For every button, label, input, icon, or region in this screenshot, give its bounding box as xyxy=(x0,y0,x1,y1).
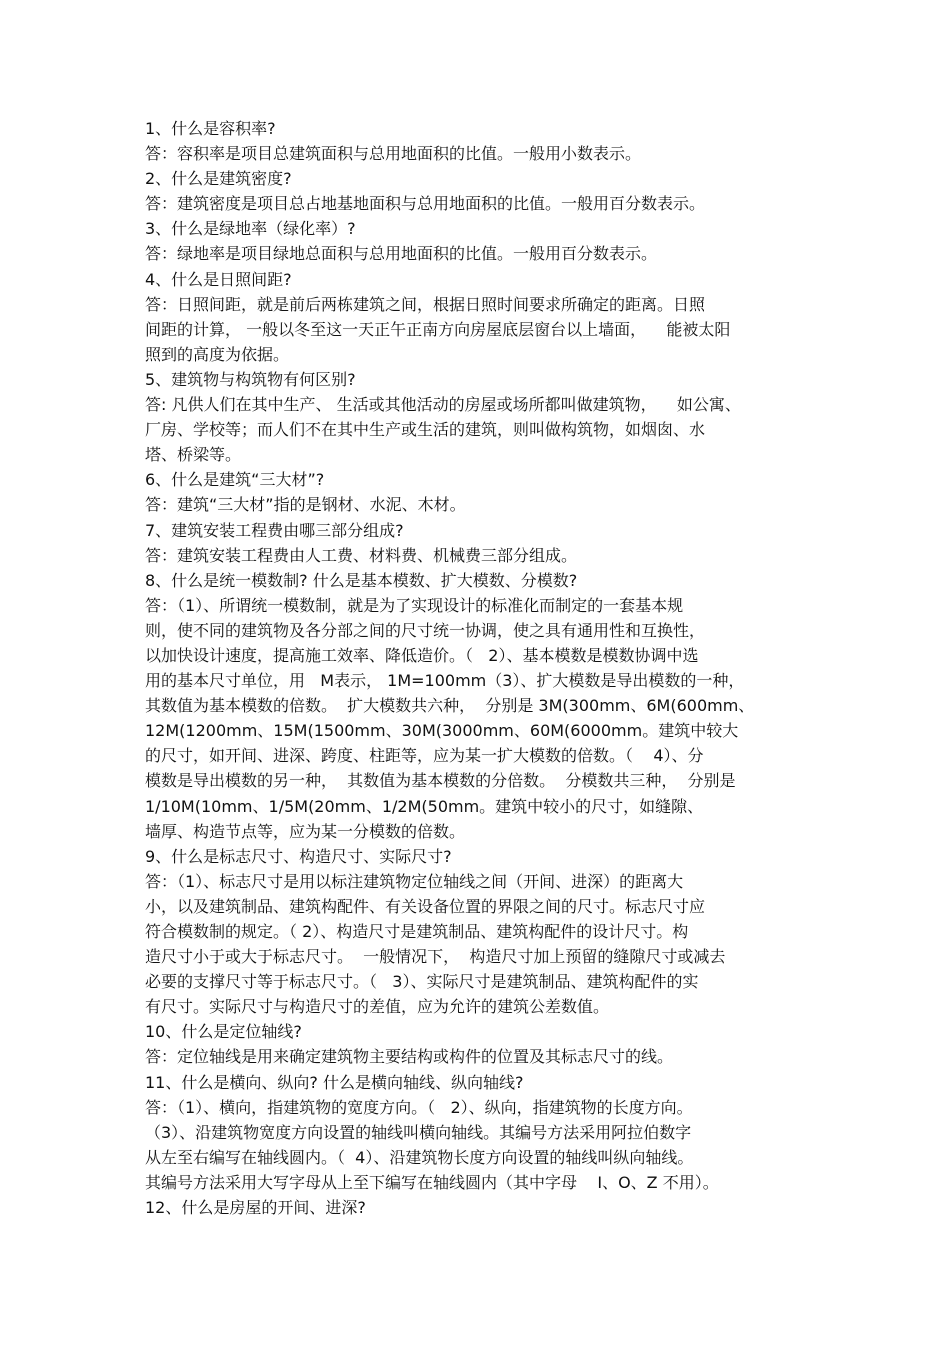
question-line: 12、什么是房屋的开间、进深? xyxy=(145,1198,366,1218)
answer-line: 有尺寸。实际尺寸与构造尺寸的差值，应为允许的建筑公差数值。 xyxy=(145,997,610,1017)
answer-line: 用的基本尺寸单位，用 M表示， 1M=100mm（3）、扩大模数是导出模数的一种， xyxy=(145,671,745,691)
question-line: 10、什么是定位轴线? xyxy=(145,1022,302,1042)
question-line: 11、什么是横向、纵向? 什么是横向轴线、纵向轴线? xyxy=(145,1072,524,1092)
answer-line: 间距的计算， 一般以冬至这一天正午正南方向房屋底层窗台以上墙面， 能被太阳 xyxy=(145,319,731,339)
question-line: 6、什么是建筑“三大材”? xyxy=(145,470,325,490)
answer-line: 答：建筑“三大材”指的是钢材、水泥、木材。 xyxy=(145,495,466,515)
document-body xyxy=(145,116,835,1220)
answer-line: 符合模数制的规定。（ 2）、构造尺寸是建筑制品、建筑构配件的设计尺寸。构 xyxy=(145,922,689,941)
question-line: 4、什么是日照间距? xyxy=(145,269,292,289)
answer-line: （3）、沿建筑物宽度方向设置的轴线叫横向轴线。其编号方法采用阿拉伯数字 xyxy=(145,1122,692,1142)
question-line: 8、什么是统一模数制? 什么是基本模数、扩大模数、分模数? xyxy=(145,570,578,590)
answer-line: 答：容积率是项目总建筑面积与总用地面积的比值。一般用小数表示。 xyxy=(145,144,642,164)
question-line: 3、什么是绿地率（绿化率）? xyxy=(145,219,356,239)
answer-line: 照到的高度为依据。 xyxy=(145,344,290,364)
answer-line: 从左至右编写在轴线圆内。（ 4）、沿建筑物长度方向设置的轴线叫纵向轴线。 xyxy=(145,1147,694,1167)
answer-line: 墙厚、构造节点等，应为某一分模数的倍数。 xyxy=(145,821,466,841)
answer-line: 答：绿地率是项目绿地总面积与总用地面积的比值。一般用百分数表示。 xyxy=(145,244,658,264)
answer-line: 答：（1）、横向，指建筑物的宽度方向。（ 2）、纵向，指建筑物的长度方向。 xyxy=(145,1097,693,1117)
answer-line: 模数是导出模数的另一种， 其数值为基本模数的分倍数。 分模数共三种， 分别是 xyxy=(145,771,736,791)
answer-line: 则，使不同的建筑物及各分部之间的尺寸统一协调，使之具有通用性和互换性， xyxy=(145,620,706,640)
answer-line: 答：日照间距，就是前后两栋建筑之间，根据日照时间要求所确定的距离。日照 xyxy=(145,294,706,314)
answer-line: 答：（1）、所谓统一模数制，就是为了实现设计的标准化而制定的一套基本规 xyxy=(145,595,684,615)
answer-line: 答：建筑密度是项目总占地基地面积与总用地面积的比值。一般用百分数表示。 xyxy=(145,194,706,214)
question-line: 1、什么是容积率? xyxy=(145,119,276,138)
answer-line: 其编号方法采用大写字母从上至下编写在轴线圆内（其中字母 I、O、Z 不用）。 xyxy=(145,1172,719,1192)
answer-line: 小，以及建筑制品、建筑构配件、有关设备位置的界限之间的尺寸。标志尺寸应 xyxy=(145,896,706,916)
answer-line: 12M(1200mm、15M(1500mm、30M(3000mm、60M(6000mm。建筑中较大 xyxy=(145,721,739,741)
answer-line: 造尺寸小于或大于标志尺寸。 一般情况下， 构造尺寸加上预留的缝隙尺寸或减去 xyxy=(145,947,726,967)
answer-line: 的尺寸，如开间、进深、跨度、柱距等，应为某一扩大模数的倍数。（ 4）、分 xyxy=(145,746,704,766)
answer-line: 答：建筑安装工程费由人工费、材料费、机械费三部分组成。 xyxy=(145,545,578,565)
answer-line: 其数值为基本模数的倍数。 扩大模数共六种， 分别是 3M(300mm、6M(600mm、 xyxy=(145,696,755,716)
answer-line: 必要的支撑尺寸等于标志尺寸。（ 3）、实际尺寸是建筑制品、建筑构配件的实 xyxy=(145,972,699,992)
question-line: 9、什么是标志尺寸、构造尺寸、实际尺寸? xyxy=(145,846,452,866)
answer-line: 1/10M(10mm、1/5M(20mm、1/2M(50mm。建筑中较小的尺寸，如缝隙、 xyxy=(145,796,704,816)
answer-line: 答：定位轴线是用来确定建筑物主要结构或构件的位置及其标志尺寸的线。 xyxy=(145,1047,674,1067)
answer-line: 答: 凡供人们在其中生产、 生活或其他活动的房屋或场所都叫做建筑物， 如公寓、 xyxy=(145,395,741,415)
answer-line: 答：（1）、标志尺寸是用以标注建筑物定位轴线之间（开间、进深）的距离大 xyxy=(145,871,684,891)
question-line: 5、建筑物与构筑物有何区别? xyxy=(145,369,356,389)
answer-line: 厂房、学校等；而人们不在其中生产或生活的建筑，则叫做构筑物，如烟囱、水 xyxy=(145,420,706,440)
question-line: 7、建筑安装工程费由哪三部分组成? xyxy=(145,520,404,540)
question-line: 2、什么是建筑密度? xyxy=(145,169,292,189)
answer-line: 以加快设计速度，提高施工效率、降低造价。（ 2）、基本模数是模数协调中选 xyxy=(145,645,699,665)
answer-line: 塔、桥梁等。 xyxy=(145,445,242,465)
